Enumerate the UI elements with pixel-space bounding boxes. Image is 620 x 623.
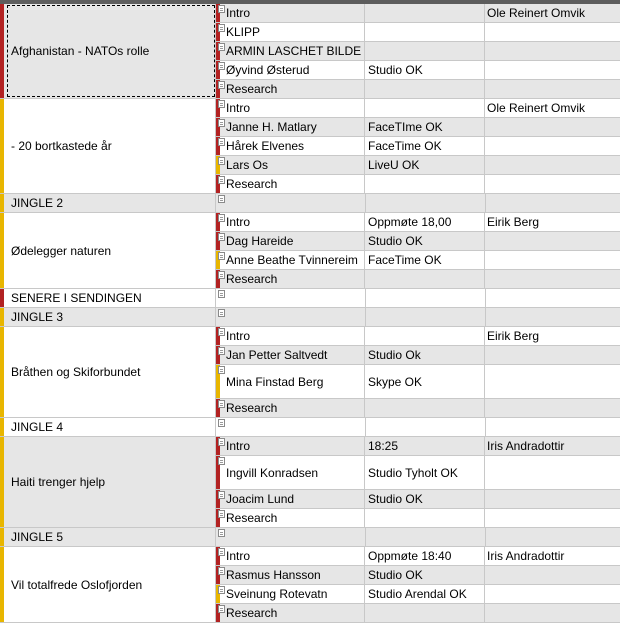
item-name[interactable]: Hårek Elvenes [225,137,365,155]
status-bar [0,528,4,546]
item-person[interactable] [485,118,620,136]
item-row[interactable] [216,61,620,80]
jingle-detail [216,528,620,546]
jingle-row[interactable] [0,528,620,547]
item-status[interactable] [365,4,485,22]
item-row[interactable] [216,585,620,604]
jingle-title: JINGLE 5 [11,530,64,544]
item-status[interactable]: Studio OK [365,61,485,79]
item-person[interactable] [485,490,620,508]
document-icon[interactable] [218,119,225,127]
empty-cell [365,528,486,546]
item-name[interactable]: Joacim Lund [225,490,365,508]
status-bar [0,437,4,527]
jingle-title: JINGLE 4 [11,420,64,434]
story-title-cell[interactable] [0,437,216,528]
item-row[interactable] [216,327,620,346]
item-name[interactable]: Mina Finstad Berg [225,365,365,398]
item-row[interactable] [216,251,620,270]
item-row[interactable] [216,456,620,490]
item-name[interactable]: Ingvill Konradsen [225,456,365,489]
story-block [0,99,620,194]
item-person[interactable] [485,346,620,364]
item-name[interactable]: Intro [225,4,365,22]
empty-cell [365,194,486,212]
item-row[interactable] [216,213,620,232]
story-title-cell[interactable] [0,99,216,194]
document-icon[interactable] [218,157,225,165]
jingle-row[interactable] [0,289,620,308]
document-icon[interactable] [218,491,225,499]
item-status[interactable] [365,23,485,41]
document-icon[interactable] [218,510,225,518]
item-name[interactable]: Intro [225,99,365,117]
document-icon[interactable] [218,176,225,184]
item-row[interactable] [216,437,620,456]
story-title: Vil totalfrede Oslofjorden [11,577,143,592]
document-icon[interactable] [218,81,225,89]
item-name[interactable]: Research [225,80,365,98]
status-bar [0,289,4,307]
item-status[interactable]: Studio OK [365,490,485,508]
jingle-title-cell[interactable] [0,194,216,212]
item-person[interactable]: Iris Andradottir [487,549,565,563]
status-bar [0,99,4,193]
document-icon[interactable] [218,290,225,298]
document-icon[interactable] [218,529,225,537]
item-status[interactable] [365,509,485,527]
item-status[interactable]: Oppmøte 18:40 [365,547,485,565]
story-block [0,213,620,289]
item-name[interactable]: Sveinung Rotevatn [225,585,365,603]
item-name[interactable]: Research [225,509,365,527]
item-status[interactable]: 18:25 [365,437,485,455]
empty-cell [225,418,366,436]
item-status[interactable]: FaceTime OK [365,251,485,269]
item-row[interactable] [216,399,620,418]
item-person[interactable] [485,175,620,193]
jingle-title-cell[interactable] [0,528,216,546]
item-name[interactable]: KLIPP [225,23,365,41]
jingle-title: JINGLE 2 [11,196,64,210]
document-icon[interactable] [218,366,225,374]
item-row[interactable] [216,547,620,566]
document-icon[interactable] [218,43,225,51]
item-name[interactable]: Research [225,175,365,193]
item-row[interactable] [216,604,620,623]
item-person[interactable] [485,232,620,250]
item-status[interactable] [365,327,485,345]
item-row[interactable] [216,156,620,175]
jingle-title-cell[interactable] [0,308,216,326]
document-icon[interactable] [218,309,225,317]
item-row[interactable] [216,4,620,23]
item-row[interactable] [216,137,620,156]
item-status[interactable]: Studio Arendal OK [365,585,485,603]
document-icon[interactable] [218,438,225,446]
item-name[interactable]: Jan Petter Saltvedt [225,346,365,364]
item-row[interactable] [216,42,620,61]
item-person[interactable]: Ole Reinert Omvik [487,101,586,115]
jingle-detail [216,308,620,326]
item-person[interactable] [485,42,620,60]
item-row[interactable] [216,175,620,194]
document-icon[interactable] [218,347,225,355]
story-title: Bråthen og Skiforbundet [11,365,141,379]
item-person[interactable] [485,156,620,174]
empty-cell [365,308,486,326]
empty-cell [365,289,486,307]
status-bar [0,194,4,212]
item-status[interactable] [365,399,485,417]
item-person[interactable] [485,566,620,584]
document-icon[interactable] [218,457,225,465]
item-person[interactable] [485,509,620,527]
item-name[interactable]: Intro [225,437,365,455]
item-name[interactable]: Research [225,604,365,622]
jingle-title-cell[interactable] [0,418,216,436]
story-title: Haiti trenger hjelp [11,475,106,489]
document-icon[interactable] [218,419,225,427]
item-row[interactable] [216,99,620,118]
item-person[interactable] [485,585,620,603]
item-status[interactable]: Studio OK [365,566,485,584]
item-name[interactable]: Lars Os [225,156,365,174]
jingle-detail [216,418,620,436]
item-status[interactable] [365,42,485,60]
empty-cell [225,289,366,307]
empty-cell [225,194,366,212]
item-row[interactable] [216,23,620,42]
status-bar [0,4,4,98]
document-icon[interactable] [218,271,225,279]
item-status[interactable] [365,270,485,288]
document-icon[interactable] [218,400,225,408]
document-icon[interactable] [218,138,225,146]
document-icon[interactable] [218,567,225,575]
document-icon[interactable] [218,214,225,222]
item-row[interactable] [216,80,620,99]
item-status[interactable]: FaceTIme OK [365,118,485,136]
item-name[interactable]: Janne H. Matlary [225,118,365,136]
item-row[interactable] [216,490,620,509]
item-status[interactable] [365,604,485,622]
item-person[interactable] [485,456,620,489]
item-person[interactable]: Ole Reinert Omvik [487,6,586,20]
item-person[interactable]: Iris Andradottir [487,439,565,453]
item-name[interactable]: Research [225,399,365,417]
story-title: Ødelegger naturen [11,243,112,258]
story-block [0,547,620,623]
document-icon[interactable] [218,605,225,613]
item-name[interactable]: ARMIN LASCHET BILDE [225,42,365,60]
status-bar [0,308,4,326]
document-icon[interactable] [218,328,225,336]
empty-cell [225,308,366,326]
status-bar [0,213,4,288]
document-icon[interactable] [218,62,225,70]
jingle-detail [216,289,620,307]
story-title: - 20 bortkastede år [11,139,112,153]
item-person[interactable]: Eirik Berg [487,215,540,229]
item-status[interactable]: Studio Tyholt OK [365,456,485,489]
item-row[interactable] [216,270,620,289]
status-bar [0,547,4,622]
document-icon[interactable] [218,233,225,241]
story-block [0,4,620,99]
status-bar [0,327,4,417]
item-status[interactable] [365,175,485,193]
document-icon[interactable] [218,5,225,13]
item-person[interactable] [485,399,620,417]
item-row[interactable] [216,566,620,585]
empty-cell [365,418,486,436]
document-icon[interactable] [218,252,225,260]
item-person[interactable] [485,80,620,98]
story-title-cell[interactable] [0,547,216,623]
status-bar [0,418,4,436]
document-icon[interactable] [218,24,225,32]
item-person[interactable]: Eirik Berg [487,329,540,343]
item-name[interactable]: Intro [225,327,365,345]
item-name[interactable]: Dag Hareide [225,232,365,250]
story-title: Afghanistan - NATOs rolle [11,44,150,58]
story-block [0,437,620,528]
item-status[interactable]: Studio Ok [365,346,485,364]
jingle-detail [216,194,620,212]
empty-cell [225,528,366,546]
item-status[interactable]: LiveU OK [365,156,485,174]
item-name[interactable]: Anne Beathe Tvinnereim [225,251,365,269]
document-icon[interactable] [218,548,225,556]
item-name[interactable]: Intro [225,213,365,231]
document-icon[interactable] [218,586,225,594]
item-status[interactable]: Studio OK [365,232,485,250]
item-person[interactable] [485,23,620,41]
jingle-title: SENERE I SENDINGEN [11,291,142,305]
item-row[interactable] [216,365,620,399]
item-status[interactable]: Skype OK [365,365,485,398]
item-person[interactable] [485,61,620,79]
item-row[interactable] [216,232,620,251]
document-icon[interactable] [218,100,225,108]
item-status[interactable]: FaceTime OK [365,137,485,155]
item-name[interactable]: Research [225,270,365,288]
document-icon[interactable] [218,195,225,203]
jingle-row[interactable] [0,418,620,437]
item-person[interactable] [485,365,620,398]
item-person[interactable] [485,251,620,269]
story-title-cell[interactable] [0,213,216,289]
item-row[interactable] [216,509,620,528]
item-person[interactable] [485,137,620,155]
item-name[interactable]: Rasmus Hansson [225,566,365,584]
item-name[interactable]: Intro [225,547,365,565]
jingle-row[interactable] [0,308,620,327]
jingle-title: JINGLE 3 [11,310,64,324]
item-person[interactable] [485,270,620,288]
story-title-cell[interactable] [0,327,216,418]
story-title-cell[interactable] [0,4,216,99]
item-row[interactable] [216,118,620,137]
jingle-title-cell[interactable] [0,289,216,307]
item-status[interactable]: Oppmøte 18,00 [365,213,485,231]
item-status[interactable] [365,99,485,117]
story-block [0,327,620,418]
jingle-row[interactable] [0,194,620,213]
item-row[interactable] [216,346,620,365]
item-name[interactable]: Øyvind Østerud [225,61,365,79]
item-person[interactable] [485,604,620,622]
item-status[interactable] [365,80,485,98]
